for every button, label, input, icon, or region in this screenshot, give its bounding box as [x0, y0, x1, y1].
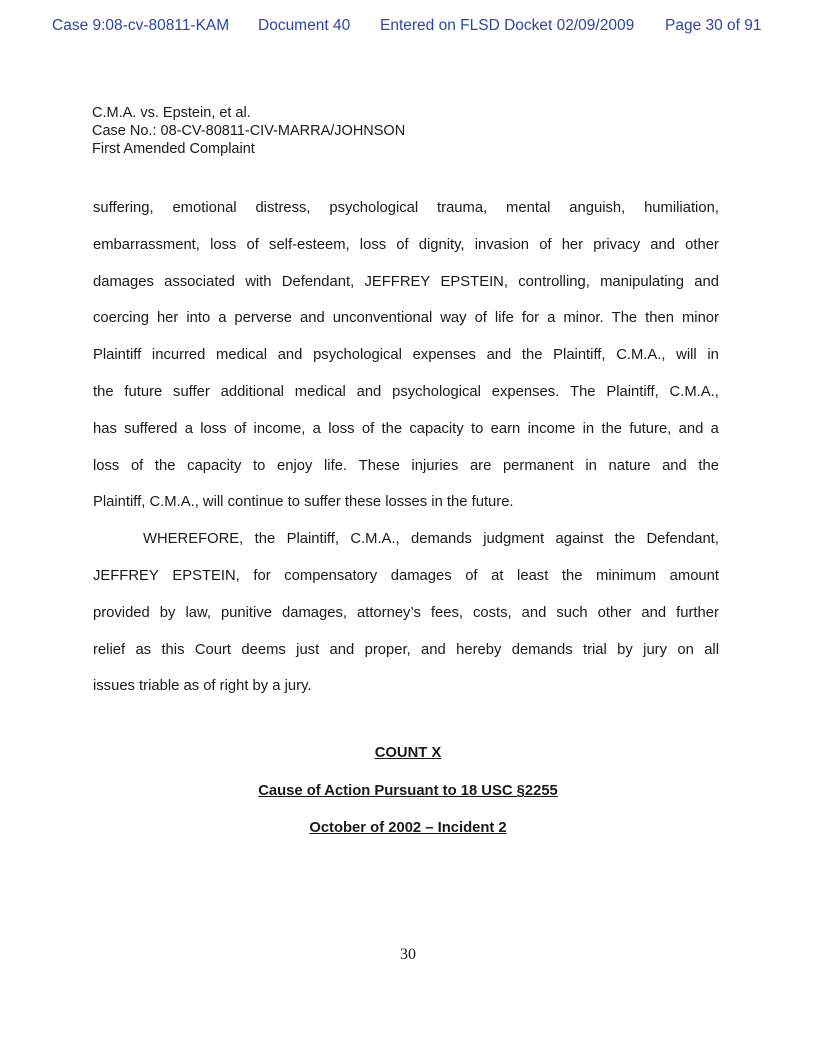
word: hereby	[456, 641, 502, 658]
word: suffered	[124, 420, 178, 437]
paragraph-line	[93, 448, 719, 485]
word: as	[135, 641, 152, 658]
word: to	[253, 457, 266, 474]
word: and	[277, 347, 303, 364]
paragraph-damages	[93, 190, 719, 484]
word: associated	[164, 273, 235, 290]
word: loss	[200, 420, 227, 437]
word: loss	[93, 457, 120, 474]
word: punitive	[220, 604, 272, 621]
word: and	[521, 604, 547, 621]
word: against	[555, 531, 604, 548]
word: Plaintiff,	[553, 347, 606, 364]
word: the	[614, 531, 636, 548]
word: of	[396, 236, 409, 253]
word: psychological	[392, 383, 481, 400]
word: trauma,	[437, 200, 488, 216]
word: expenses	[412, 347, 476, 364]
word: controlling,	[518, 273, 590, 290]
word: self-esteem,	[269, 236, 350, 253]
word: incurred	[151, 347, 206, 364]
paragraph-line	[93, 300, 719, 337]
word: Plaintiff	[93, 347, 142, 364]
paragraph-line	[93, 337, 719, 374]
word: income,	[253, 420, 306, 437]
word: attorney’s	[356, 604, 421, 621]
word: demands	[411, 531, 472, 548]
word: future	[124, 383, 163, 400]
word: invasion	[474, 236, 530, 253]
word: distress,	[255, 200, 311, 216]
word: of	[474, 310, 487, 327]
word: are	[469, 457, 492, 474]
word: life	[494, 310, 514, 327]
word: the	[93, 383, 114, 400]
word: jury	[643, 641, 667, 658]
word: C.M.A.,	[669, 383, 719, 400]
word: of	[246, 236, 259, 253]
word: other	[597, 604, 632, 621]
paragraph-line	[93, 595, 719, 632]
paragraph-line	[93, 521, 719, 558]
word: capacity	[409, 420, 464, 437]
body-text	[93, 190, 719, 705]
word: and	[329, 641, 355, 658]
word: EPSTEIN,	[172, 567, 240, 584]
paragraph-line	[93, 264, 719, 301]
word: such	[556, 604, 588, 621]
word: Plaintiff,	[606, 383, 659, 400]
word: for	[253, 567, 271, 584]
word: fees,	[430, 604, 463, 621]
word: proper,	[364, 641, 411, 658]
paragraph-line	[93, 632, 719, 669]
word: and	[694, 273, 719, 290]
word: a	[547, 310, 556, 327]
word: suffering,	[93, 200, 154, 216]
word: minimum	[596, 567, 657, 584]
word: embarrassment,	[93, 236, 200, 253]
word: income	[527, 420, 576, 437]
word: earn	[490, 420, 521, 437]
word: the	[698, 457, 719, 474]
word: and	[650, 236, 675, 253]
word: anguish,	[569, 200, 626, 216]
word: coercing	[93, 310, 149, 327]
word: of	[361, 420, 375, 437]
word: deems	[241, 641, 286, 658]
paragraph-line	[93, 227, 719, 264]
word: other	[685, 236, 719, 253]
word: the	[154, 457, 176, 474]
word: just	[296, 641, 320, 658]
paragraph-line: Plaintiff, C.M.A., will continue to suffer these losses in the future.	[93, 494, 514, 511]
word: for	[521, 310, 540, 327]
word: the	[381, 420, 403, 437]
word: capacity	[187, 457, 242, 474]
word: a	[218, 310, 227, 327]
word: with	[245, 273, 272, 290]
ecf-case-number: Case 9:08-cv-80811-KAM	[52, 17, 230, 34]
word: Defendant,	[646, 531, 719, 548]
word: minor.	[563, 310, 604, 327]
word: demands	[511, 641, 573, 658]
word: C.M.A.,	[350, 531, 400, 548]
word: perverse	[234, 310, 292, 327]
word: unconventional	[332, 310, 433, 327]
word: EPSTEIN,	[440, 273, 508, 290]
word: permanent	[502, 457, 574, 474]
word: of	[130, 457, 144, 474]
word: in	[707, 347, 719, 364]
word: all	[704, 641, 719, 658]
word: to	[471, 420, 484, 437]
word: by	[159, 604, 176, 621]
word: psychological	[313, 347, 402, 364]
word: at	[491, 567, 504, 584]
word: of	[233, 420, 247, 437]
word: additional	[220, 383, 284, 400]
word: future,	[629, 420, 672, 437]
word: trial	[582, 641, 607, 658]
caption-document-title: First Amended Complaint	[92, 141, 255, 157]
word: the	[254, 531, 276, 548]
word: nature	[608, 457, 651, 474]
word: loss	[210, 236, 237, 253]
word: and	[662, 457, 687, 474]
incident-heading: October of 2002 – Incident 2	[309, 820, 507, 836]
word: humiliation,	[644, 200, 719, 216]
caption-parties: C.M.A. vs. Epstein, et al.	[92, 105, 251, 121]
word: injuries	[411, 457, 459, 474]
word: loss	[328, 420, 355, 437]
paragraph-line: issues triable as of right by a jury.	[93, 678, 312, 695]
word: has	[93, 420, 117, 437]
word: a	[312, 420, 321, 437]
word: into	[186, 310, 211, 327]
word: judgment	[483, 531, 545, 548]
word: damages	[93, 273, 154, 290]
word: mental	[506, 200, 551, 216]
ecf-document-number: Document 40	[258, 17, 351, 34]
paragraph-line	[93, 558, 719, 595]
word: her	[561, 236, 584, 253]
word: her	[156, 310, 179, 327]
word: The	[570, 383, 596, 400]
word: Defendant,	[281, 273, 355, 290]
paragraph-line	[93, 190, 719, 227]
ecf-header	[0, 17, 816, 39]
word: least	[517, 567, 549, 584]
word: JEFFREY	[93, 567, 159, 584]
word: loss	[359, 236, 387, 253]
paragraph-wherefore	[93, 521, 719, 668]
word: WHEREFORE,	[143, 531, 244, 548]
cause-of-action-heading: Cause of Action Pursuant to 18 USC §2255	[258, 783, 558, 799]
word: enjoy	[277, 457, 313, 474]
word: will	[676, 347, 697, 364]
word: by	[617, 641, 633, 658]
word: C.M.A.,	[616, 347, 666, 364]
word: amount	[669, 567, 719, 584]
word: the	[601, 420, 623, 437]
word: then	[645, 310, 674, 327]
word: costs,	[473, 604, 512, 621]
word: relief	[93, 641, 126, 658]
word: psychological	[329, 200, 419, 216]
word: expenses.	[491, 383, 560, 400]
word: the	[521, 347, 543, 364]
case-caption	[92, 104, 405, 158]
word: Court	[194, 641, 232, 658]
page-number: 30	[400, 946, 416, 963]
ecf-page-count: Page 30 of 91	[665, 17, 762, 34]
word: and	[356, 383, 382, 400]
word: and	[641, 604, 667, 621]
word: minor	[681, 310, 719, 327]
word: of	[539, 236, 552, 253]
word: provided	[93, 604, 150, 621]
word: and	[486, 347, 512, 364]
word: in	[582, 420, 595, 437]
word: and	[421, 641, 446, 658]
word: Plaintiff,	[286, 531, 339, 548]
word: life.	[324, 457, 348, 474]
paragraph-line	[93, 411, 719, 448]
word: way	[440, 310, 467, 327]
word: emotional	[172, 200, 237, 216]
word: The	[611, 310, 638, 327]
word: damages,	[281, 604, 347, 621]
paragraph-line	[93, 374, 719, 411]
word: in	[585, 457, 597, 474]
word: damages	[390, 567, 452, 584]
word: JEFFREY	[364, 273, 431, 290]
word: a	[184, 420, 193, 437]
word: compensatory	[284, 567, 378, 584]
word: law,	[185, 604, 211, 621]
word: and	[300, 310, 325, 327]
count-heading: COUNT X	[374, 745, 442, 761]
word: suffer	[173, 383, 210, 400]
word: of	[465, 567, 478, 584]
word: medical	[216, 347, 268, 364]
word: privacy	[593, 236, 641, 253]
word: further	[676, 604, 719, 621]
word: a	[710, 420, 719, 437]
word: medical	[294, 383, 346, 400]
word: dignity,	[418, 236, 465, 253]
ecf-entered-date: Entered on FLSD Docket 02/09/2009	[380, 17, 635, 34]
word: These	[358, 457, 400, 474]
word: on	[677, 641, 694, 658]
word: and	[678, 420, 704, 437]
caption-case-number: Case No.: 08-CV-80811-CIV-MARRA/JOHNSON	[92, 123, 406, 139]
word: the	[561, 567, 583, 584]
word: manipulating	[600, 273, 685, 290]
word: this	[161, 641, 185, 658]
